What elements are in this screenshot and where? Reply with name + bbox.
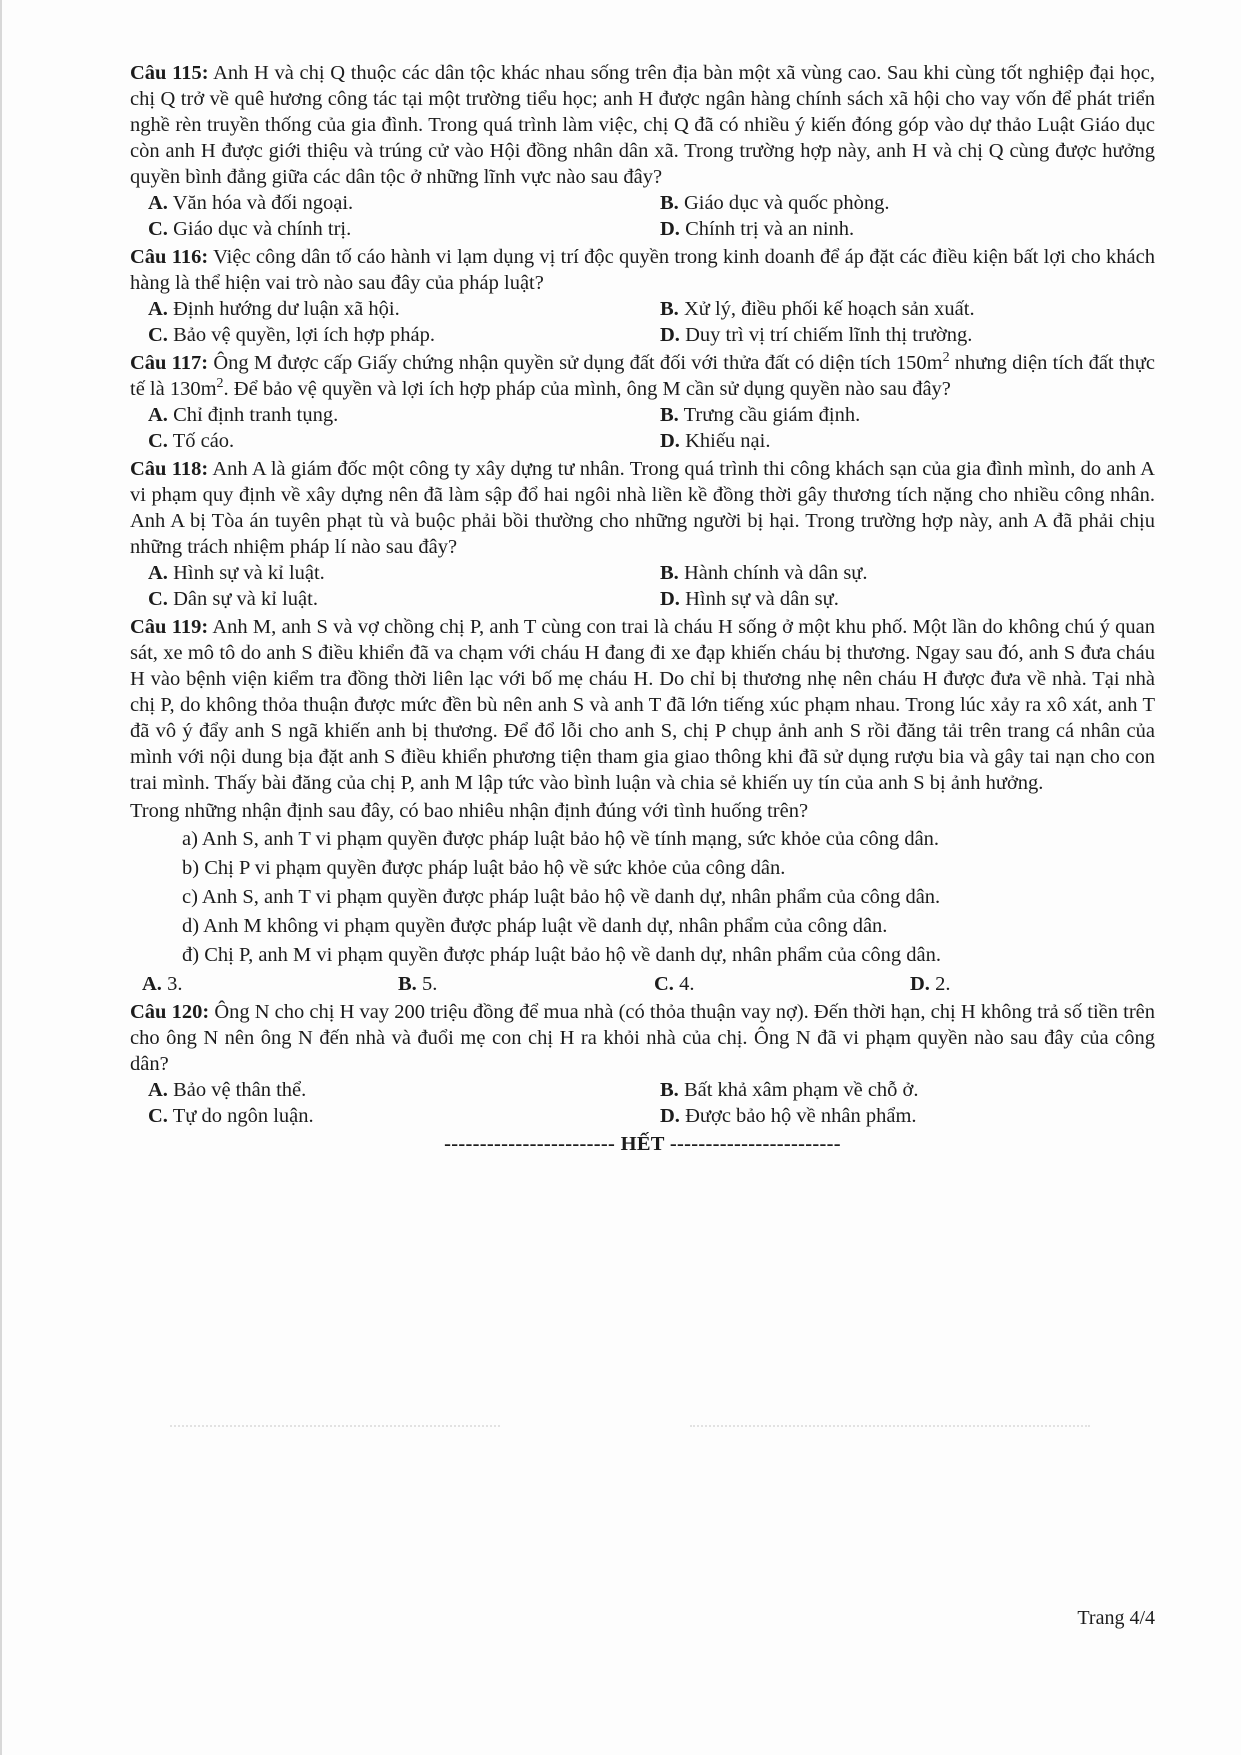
question-115-options <box>130 190 1155 242</box>
question-label: Câu 120: <box>130 1001 210 1023</box>
option-b[interactable] <box>660 296 1160 322</box>
option-d[interactable] <box>660 586 1160 612</box>
option-label: D. <box>660 588 680 610</box>
option-label: A. <box>148 298 168 320</box>
option-label: A. <box>148 404 168 426</box>
option-b[interactable] <box>660 560 1160 586</box>
question-117-options <box>130 402 1155 454</box>
option-a[interactable] <box>142 971 398 997</box>
question-label: Câu 119: <box>130 616 209 638</box>
option-text: Xử lý, điều phối kế hoạch sản xuất. <box>683 298 975 320</box>
question-115-text <box>130 60 1155 190</box>
option-label: A. <box>148 1079 168 1101</box>
statement-a: a) Anh S, anh T vi phạm quyền được pháp luật bảo hộ về tính mạng, sức khỏe của công dân. <box>182 828 940 850</box>
option-label: C. <box>148 1105 168 1127</box>
option-c[interactable] <box>148 322 660 348</box>
option-label: B. <box>660 192 679 214</box>
option-text: Định hướng dư luận xã hội. <box>173 298 400 320</box>
option-text: Trưng cầu giám định. <box>683 404 861 426</box>
statement-b: b) Chị P vi phạm quyền được pháp luật bảo hộ về sức khỏe của công dân. <box>182 857 786 879</box>
question-body: Ông N cho chị H vay 200 triệu đồng để mua nhà (có thỏa thuận vay nợ). Đến thời hạn, chị H không trả số tiền trên cho ông N nên ông N đến nhà và đuổi mẹ con chị H ra khỏi nhà của chị. Ông N đã vi phạm quyền nào sau đây của công dân? <box>130 1001 1155 1075</box>
option-label: C. <box>148 218 168 240</box>
option-text: Hình sự và dân sự. <box>685 588 839 610</box>
option-label: D. <box>660 324 680 346</box>
option-c[interactable] <box>148 428 660 454</box>
option-c[interactable] <box>148 586 660 612</box>
option-label: C. <box>148 588 168 610</box>
option-d[interactable] <box>660 428 1160 454</box>
question-117-text <box>130 350 1155 402</box>
question-118-text <box>130 456 1155 560</box>
option-text: Hình sự và kỉ luật. <box>173 562 325 584</box>
option-b[interactable] <box>398 971 654 997</box>
option-a[interactable] <box>148 296 660 322</box>
superscript: 2 <box>942 350 950 366</box>
question-body-part1: Ông M được cấp Giấy chứng nhận quyền sử dụng đất đối với thửa đất có diện tích 150m <box>213 352 943 374</box>
option-text: Duy trì vị trí chiếm lĩnh thị trường. <box>685 324 973 346</box>
option-label: B. <box>660 404 679 426</box>
option-text: Tố cáo. <box>172 430 235 452</box>
question-label: Câu 116: <box>130 246 209 268</box>
question-119-statements <box>130 826 1155 968</box>
scan-artifact-dots <box>690 1425 1090 1429</box>
option-c[interactable] <box>654 971 910 997</box>
statement-dd: đ) Chị P, anh M vi phạm quyền được pháp luật bảo hộ về danh dự, nhân phẩm của công dân. <box>182 944 941 966</box>
option-label: A. <box>148 562 168 584</box>
option-d[interactable] <box>660 322 1160 348</box>
question-120-text <box>130 999 1155 1077</box>
scan-edge-line <box>0 0 2 1755</box>
scan-artifact-dots <box>170 1425 500 1429</box>
option-text: Hành chính và dân sự. <box>683 562 868 584</box>
option-d[interactable] <box>660 1103 1160 1129</box>
option-a[interactable] <box>148 190 660 216</box>
option-label: D. <box>660 1105 680 1127</box>
option-text: 2. <box>935 973 951 995</box>
option-c[interactable] <box>148 1103 660 1129</box>
question-label: Câu 115: <box>130 62 209 84</box>
option-text: Khiếu nại. <box>685 430 771 452</box>
option-label: B. <box>660 298 679 320</box>
page-number: Trang 4/4 <box>1077 1607 1155 1629</box>
question-body: Anh M, anh S và vợ chồng chị P, anh T cùng con trai là cháu H sống ở một khu phố. Một lần do không chú ý quan sát, xe mô tô do anh S điều khiển đã va chạm với cháu H đang đi xe đạp khiến cháu bị thương. Ngay sau đó, anh S đưa cháu H vào bệnh viện kiểm tra đồng thời liên lạc với bố mẹ cháu H. Do chỉ bị thương nhẹ nên cháu H được đưa về nhà. Tại nhà chị P, do không thỏa thuận được mức đền bù nên anh S và anh T đã lớn tiếng xúc phạm nhau. Trong lúc xảy ra xô xát, anh T đã vô ý đẩy anh S ngã khiến anh bị thương. Để đổ lỗi cho anh S, chị P chụp ảnh anh S rồi đăng tải trên trang cá nhân của mình với nội dung bịa đặt anh S điều khiển phương tiện tham gia giao thông khi đã sử dụng rượu bia và gây tai nạn cho con trai mình. Thấy bài đăng của chị P, anh M lập tức vào bình luận và chia sẻ khiến uy tín của anh S bị ảnh hưởng. <box>130 616 1155 794</box>
question-118 <box>130 456 1155 612</box>
option-text: Giáo dục và chính trị. <box>173 218 352 240</box>
question-119-options <box>130 971 1155 997</box>
option-text: Chỉ định tranh tụng. <box>173 404 339 426</box>
end-marker: ------------------------ HẾT ------------------------ <box>444 1133 841 1155</box>
option-text: Bảo vệ thân thể. <box>173 1079 307 1101</box>
option-b[interactable] <box>660 1077 1160 1103</box>
question-body-part2: nhưng diện tích đất thực tế là 130m <box>130 352 1155 400</box>
option-text: Được bảo hộ về nhân phẩm. <box>685 1105 917 1127</box>
exam-content <box>130 60 1155 1157</box>
question-118-options <box>130 560 1155 612</box>
question-119-text <box>130 614 1155 796</box>
option-label: B. <box>660 562 679 584</box>
option-text: Chính trị và an ninh. <box>685 218 855 240</box>
question-116-text <box>130 244 1155 296</box>
question-115 <box>130 60 1155 242</box>
question-117 <box>130 350 1155 454</box>
option-label: C. <box>654 973 674 995</box>
option-a[interactable] <box>148 1077 660 1103</box>
option-b[interactable] <box>660 190 1160 216</box>
option-label: B. <box>660 1079 679 1101</box>
option-b[interactable] <box>660 402 1160 428</box>
question-120 <box>130 999 1155 1129</box>
option-a[interactable] <box>148 560 660 586</box>
question-body: Anh H và chị Q thuộc các dân tộc khác nhau sống trên địa bàn một xã vùng cao. Sau khi cùng tốt nghiệp đại học, chị Q trở về quê hương công tác tại một trường tiểu học; anh H được ngân hàng chính sách xã hội cho vay vốn để phát triển nghề rèn truyền thống của gia đình. Trong quá trình làm việc, chị Q đã có nhiều ý kiến đóng góp vào dự thảo Luật Giáo dục còn anh H được giới thiệu và trúng cử vào Hội đồng nhân dân xã. Trong trường hợp này, anh H và chị Q cùng được hưởng quyền bình đẳng giữa các dân tộc ở những lĩnh vực nào sau đây? <box>130 62 1155 188</box>
question-body: Anh A là giám đốc một công ty xây dựng tư nhân. Trong quá trình thi công khách sạn của gia đình mình, do anh A vi phạm quy định về xây dựng nên đã làm sập đổ hai ngôi nhà liền kề đồng thời gây thương tích nặng cho nhiều công nhân. Anh A bị Tòa án tuyên phạt tù và buộc phải bồi thường cho những người bị hại. Trong trường hợp này, anh A đã phải chịu những trách nhiệm pháp lí nào sau đây? <box>130 458 1155 558</box>
statement-d: d) Anh M không vi phạm quyền được pháp luật về danh dự, nhân phẩm của công dân. <box>182 915 888 937</box>
question-label: Câu 117: <box>130 352 209 374</box>
option-text: Dân sự và kỉ luật. <box>173 588 318 610</box>
statement-c: c) Anh S, anh T vi phạm quyền được pháp luật bảo hộ về danh dự, nhân phẩm của công dân. <box>182 886 941 908</box>
option-label: D. <box>660 430 680 452</box>
option-label: D. <box>660 218 680 240</box>
option-d[interactable] <box>910 971 1150 997</box>
option-text: 5. <box>421 973 438 995</box>
question-116 <box>130 244 1155 348</box>
question-116-options <box>130 296 1155 348</box>
option-d[interactable] <box>660 216 1160 242</box>
option-label: C. <box>148 430 168 452</box>
option-text: Giáo dục và quốc phòng. <box>683 192 890 214</box>
question-body: Việc công dân tố cáo hành vi lạm dụng vị trí độc quyền trong kinh doanh để áp đặt các điều kiện bất lợi cho khách hàng là thể hiện vai trò nào sau đây của pháp luật? <box>130 246 1155 294</box>
option-a[interactable] <box>148 402 660 428</box>
question-119 <box>130 614 1155 997</box>
option-text: Văn hóa và đối ngoại. <box>172 192 354 214</box>
superscript: 2 <box>216 376 224 392</box>
option-text: 4. <box>679 973 695 995</box>
option-text: 3. <box>167 973 183 995</box>
option-text: Tự do ngôn luận. <box>172 1105 314 1127</box>
question-label: Câu 118: <box>130 458 209 480</box>
option-label: A. <box>148 192 168 214</box>
option-text: Bất khả xâm phạm về chỗ ở. <box>683 1079 919 1101</box>
option-text: Bảo vệ quyền, lợi ích hợp pháp. <box>173 324 435 346</box>
option-label: A. <box>142 973 162 995</box>
question-body-part3: . Để bảo vệ quyền và lợi ích hợp pháp của mình, ông M cần sử dụng quyền nào sau đây? <box>223 378 951 400</box>
question-120-options <box>130 1077 1155 1129</box>
option-label: D. <box>910 973 930 995</box>
option-c[interactable] <box>148 216 660 242</box>
option-label: C. <box>148 324 168 346</box>
option-label: B. <box>398 973 417 995</box>
question-119-prompt: Trong những nhận định sau đây, có bao nhiêu nhận định đúng với tình huống trên? <box>130 800 809 822</box>
